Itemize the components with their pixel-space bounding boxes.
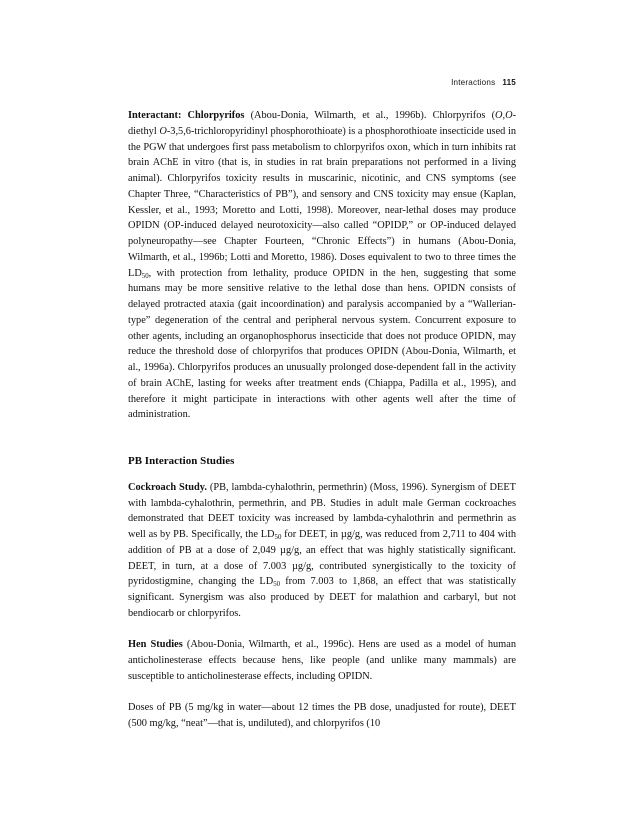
section-heading-pb-interaction-studies: PB Interaction Studies xyxy=(128,455,235,467)
paragraph-hen-studies xyxy=(128,637,516,684)
paragraph-cockroach-study xyxy=(128,480,516,622)
par-text-1: (Abou-Donia, Wilmarth, et al., 1996b). Chlorpyrifos ( xyxy=(244,110,496,121)
running-head xyxy=(128,78,516,87)
cockroach-text-3: from 7.003 to 1,868, an effect that was statistically significant. Synergism was also produced by DEET for malathion and carbaryl, but not bendiocarb or chlorpyrifos. xyxy=(128,576,516,619)
par-text-4: , with protection from lethality, produce OPIDN in the hen, suggesting that some humans may be more sensitive relative to the lethal dose than hens. OPIDN consists of delayed protracted ataxia (gait incoordination) and paralysis accompanied by a “Wallerian-type” degeneration of the central and peripheral nervous system. Concurrent exposure to other agents, including an organophosphorus insecticide that does not produce OPIDN, may reduce the threshold dose of chlorpyrifos that produces OPIDN (Abou-Donia, Wilmarth, et al., 1996a). Chlorpyrifos produces an unusually prolonged dose-dependent fall in the activity of brain AChE, lasting for weeks after treatment ends (Chiappa, Padilla et al., 1995), and therefore it might participate in interactions with other agents well after the time of administration. xyxy=(128,267,516,421)
subscript-ld50-2: 50 xyxy=(274,533,282,541)
doses-text-1: Doses of PB (5 mg/kg in water—about 12 times the PB dose, unadjusted for route), DEET (500 mg/kg, “neat”—that is, undiluted), and chlorpyrifos (10 xyxy=(128,701,516,729)
running-head-title: Interactions xyxy=(451,78,496,87)
spacer-after-heading xyxy=(128,470,516,480)
text-block xyxy=(128,108,516,731)
cockroach-text-1: (PB, lambda-cyhalothrin, permethrin) (Moss, 1996). Synergism of DEET with lambda-cyhalothrin, permethrin, and PB. Studies in adult male German cockroaches demonstrated that DEET toxicity was increased by lambda-cyhalothrin and permethrin as well as by PB. Specifically, the LD xyxy=(128,481,516,540)
spacer-paragraph-2 xyxy=(128,684,516,700)
subscript-ld50-3: 50 xyxy=(273,581,281,589)
spacer-before-heading xyxy=(128,423,516,454)
run-in-heading-interactant: Interactant: Chlorpyrifos xyxy=(128,110,245,121)
par-text-2: -diethyl xyxy=(128,110,517,137)
page-number: 115 xyxy=(502,78,516,87)
cockroach-text-2: for DEET, in µg/g, was reduced from 2,711 to 404 with addition of PB at a dose of 2,049 µg/g, an effect that was highly statistically significant. DEET, in turn, at a dose of 7.003 µg/g, contributed synergistically to the toxicity of pyridostigmine, changing the LD xyxy=(128,529,516,588)
subscript-ld50-1: 50 xyxy=(141,272,149,280)
run-in-heading-cockroach-study: Cockroach Study. xyxy=(128,481,207,493)
par-text-3: -3,5,6-trichloropyridinyl phosphorothioate) is a phosphorothioate insecticide used in the PGW that undergoes first pass metabolism to chlorpyrifos oxon, which in turn inhibits rat brain AChE in vitro (that is, in studies in rat brain preparations not performed in a living animal). Chlorpyrifos toxicity results in muscarinic, nicotinic, and CNS symptoms (see Chapter Three, “Characteristics of PB”), and sensory and CNS toxicity may ensue (Kaplan, Kessler, et al., 1993; Moretto and Lotti, 1998). Moreover, near-lethal doses may produce OPIDN (OP-induced delayed neurotoxicity—also called “OPIDP,” or OP-induced delayed polyneuropathy—see Chapter Fourteen, “Chronic Effects”) in humans (Abou-Donia, Wilmarth, et al., 1996b; Lotti and Moretto, 1986). Doses equivalent to two to three times the LD xyxy=(128,125,516,279)
italic-o: O xyxy=(159,125,167,137)
run-in-heading-hen-studies: Hen Studies xyxy=(128,639,183,650)
paragraph-doses xyxy=(128,700,516,732)
spacer-paragraph-1 xyxy=(128,622,516,638)
paragraph-chlorpyrifos xyxy=(128,108,516,423)
italic-oo: O,O xyxy=(495,110,513,121)
hen-text-1: (Abou-Donia, Wilmarth, et al., 1996c). Hens are used as a model of human anticholinesterase effects because hens, like people (and unlike many mammals) are susceptible to anticholinesterase effects, including OPIDN. xyxy=(128,639,516,682)
